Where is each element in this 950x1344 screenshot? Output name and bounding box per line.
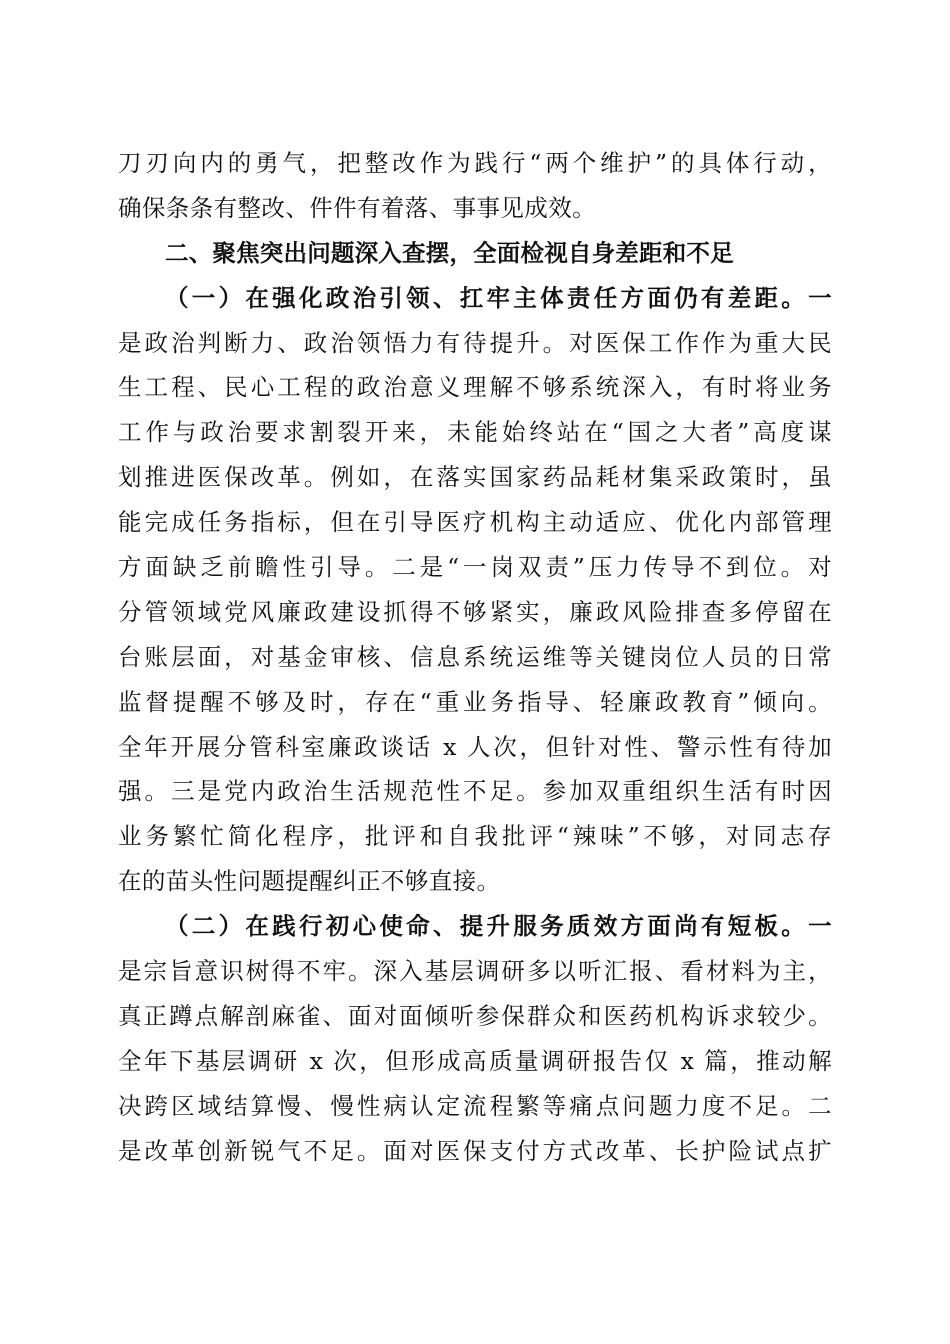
body-line: 能完成任务指标，但在引导医疗机构主动适应、优化内部管理 (118, 508, 832, 537)
document-body (118, 141, 832, 1173)
body-line: 全年下基层调研 x 次，但形成高质量调研报告仅 x 篇，推动解 (118, 1046, 832, 1075)
section-heading: 二、聚焦突出问题深入查摆，全面检视自身差距和不足 (165, 238, 734, 267)
body-line: 决跨区域结算慢、慢性病认定流程繁等痛点问题力度不足。二 (118, 1091, 832, 1120)
body-line: 全年开展分管科室廉政谈话 x 人次，但针对性、警示性有待加 (118, 732, 832, 761)
body-line: 方面缺乏前瞻性引导。二是“一岗双责”压力传导不到位。对 (118, 553, 832, 582)
body-line: 强。三是党内政治生活规范性不足。参加双重组织生活有时因 (118, 777, 832, 806)
body-line: 生工程、民心工程的政治意义理解不够系统深入，有时将业务 (118, 373, 832, 402)
body-line: 监督提醒不够及时，存在“重业务指导、轻廉政教育”倾向。 (118, 687, 832, 716)
body-line: 台账层面，对基金审核、信息系统运维等关键岗位人员的日常 (118, 642, 832, 671)
subsection-heading: （一）在强化政治引领、扛牢主体责任方面仍有差距。一 (165, 283, 832, 312)
body-line: 是宗旨意识树得不牢。深入基层调研多以听汇报、看材料为主， (118, 957, 832, 986)
body-line: 确保条条有整改、件件有着落、事事见成效。 (118, 193, 596, 222)
body-line: 真正蹲点解剖麻雀、面对面倾听参保群众和医药机构诉求较少。 (118, 1001, 832, 1030)
body-line: 刀刃向内的勇气，把整改作为践行“两个维护”的具体行动， (118, 149, 832, 177)
body-line: 是改革创新锐气不足。面对医保支付方式改革、长护险试点扩 (118, 1136, 832, 1165)
body-line: 是政治判断力、政治领悟力有待提升。对医保工作作为重大民 (118, 328, 832, 357)
body-line: 业务繁忙简化程序，批评和自我批评“辣味”不够，对同志存 (118, 822, 832, 851)
subsection-heading: （二）在践行初心使命、提升服务质效方面尚有短板。一 (165, 912, 832, 941)
body-line: 在的苗头性问题提醒纠正不够直接。 (118, 867, 501, 896)
body-line: 划推进医保改革。例如，在落实国家药品耗材集采政策时，虽 (118, 463, 832, 492)
body-line: 工作与政治要求割裂开来，未能始终站在“国之大者”高度谋 (118, 418, 832, 447)
body-line: 分管领域党风廉政建设抓得不够紧实，廉政风险排查多停留在 (118, 597, 832, 626)
